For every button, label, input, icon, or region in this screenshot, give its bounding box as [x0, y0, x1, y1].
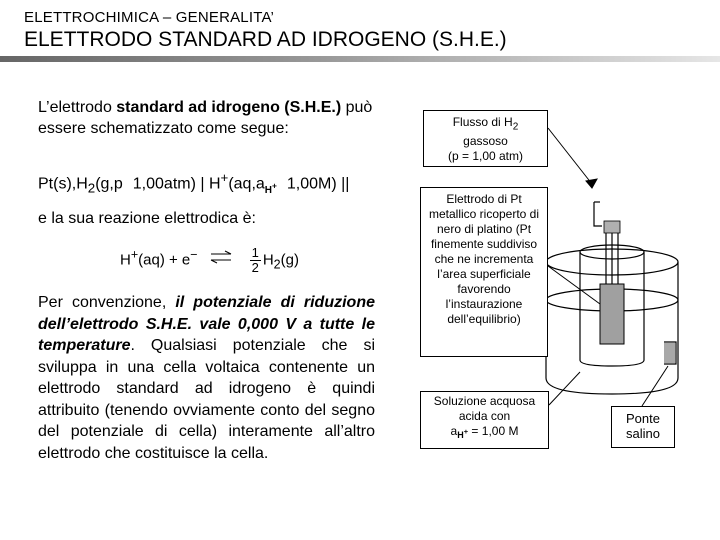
- header-subtitle: ELETTROCHIMICA – GENERALITA’: [24, 9, 275, 26]
- formula-sub2sup: +: [272, 180, 277, 191]
- formula-part5: 1,00M) ||: [286, 175, 350, 193]
- gas-line1: Flusso di H: [452, 115, 513, 129]
- formula-part3: 1,00atm) | H: [132, 175, 221, 193]
- intro-after: può essere schematizzato come segue:: [38, 99, 373, 137]
- sol-line3b: = 1,00 M: [468, 424, 519, 438]
- pt-text: Elettrodo di Pt metallico ricoperto di nero di platino (Pt finemente suddiviso che ne incrementa l’area superficiale favorendo l’instaurazione dell’equilibrio): [428, 192, 540, 326]
- gas-line2: gassoso: [463, 134, 508, 149]
- fraction-denominator: 2: [251, 260, 259, 275]
- paragraph-emphasis: il potenziale di riduzione dell’elettrodo S.H.E. vale 0,000 V a tutte le temperature: [38, 294, 375, 354]
- fraction-numerator: 1: [251, 245, 259, 260]
- label-pt-electrode: [420, 187, 548, 357]
- paragraph-start: Per convenzione,: [38, 294, 176, 311]
- reaction-left-sup: +: [130, 247, 139, 262]
- paragraph-end: . Qualsiasi potenziale che si sviluppa in una cella voltaica contenente un elettrodo standard ad idrogeno è quindi attribuito (tenendo ovviamente conto del segno del potenziale di cella) interamente all’altro elettrodo che costituisce la cella.: [38, 337, 375, 462]
- reaction-right: H: [262, 251, 274, 269]
- label-salt-bridge: [611, 406, 675, 448]
- gas-inlet-tube: [594, 202, 602, 226]
- label-solution: [420, 391, 549, 449]
- page-title: ELETTRODO STANDARD AD IDROGENO (S.H.E.): [24, 28, 507, 51]
- bridge-line2: salino: [626, 426, 660, 441]
- reaction-left: H: [120, 251, 131, 269]
- reaction-left-tail: (aq) + e: [138, 251, 191, 269]
- gas-sub: 2: [512, 121, 519, 133]
- reaction-intro: e la sua reazione elettrodica è:: [38, 210, 256, 227]
- sol-line3a: a: [450, 424, 458, 438]
- gas-pointer-arrowhead: [586, 179, 597, 188]
- bridge-pointer-line: [642, 366, 668, 406]
- platinum-electrode: [600, 284, 624, 344]
- gas-line3: (p = 1,00 atm): [447, 149, 524, 164]
- intro-bold: standard ad idrogeno (S.H.E.): [116, 99, 342, 116]
- formula-part4: (aq,a: [228, 175, 265, 193]
- gas-pointer-line: [548, 128, 592, 184]
- stopper: [604, 221, 620, 233]
- salt-bridge-block: [664, 343, 675, 363]
- reaction-e-sup: −: [190, 247, 198, 262]
- formula-sub2: H: [264, 184, 273, 196]
- reaction-right-sub: 2: [273, 257, 281, 272]
- solution-pointer-line: [549, 372, 580, 405]
- sol-subsup: +: [463, 427, 469, 437]
- formula-sup: +: [220, 170, 229, 185]
- sol-sub: H: [457, 430, 464, 441]
- reaction-right-tail: (g): [280, 251, 299, 269]
- label-gas-flow: [423, 110, 548, 167]
- sol-line2: acida con: [458, 409, 511, 423]
- formula-part1: Pt(s),H: [38, 175, 88, 193]
- intro-before: L’elettrodo: [38, 99, 117, 116]
- sol-line1: Soluzione acquosa: [433, 394, 536, 408]
- formula-sub1: 2: [87, 180, 96, 196]
- formula-part2: (g,p: [95, 175, 123, 193]
- bridge-line1: Ponte: [626, 411, 660, 426]
- pt-pointer-line: [548, 266, 600, 304]
